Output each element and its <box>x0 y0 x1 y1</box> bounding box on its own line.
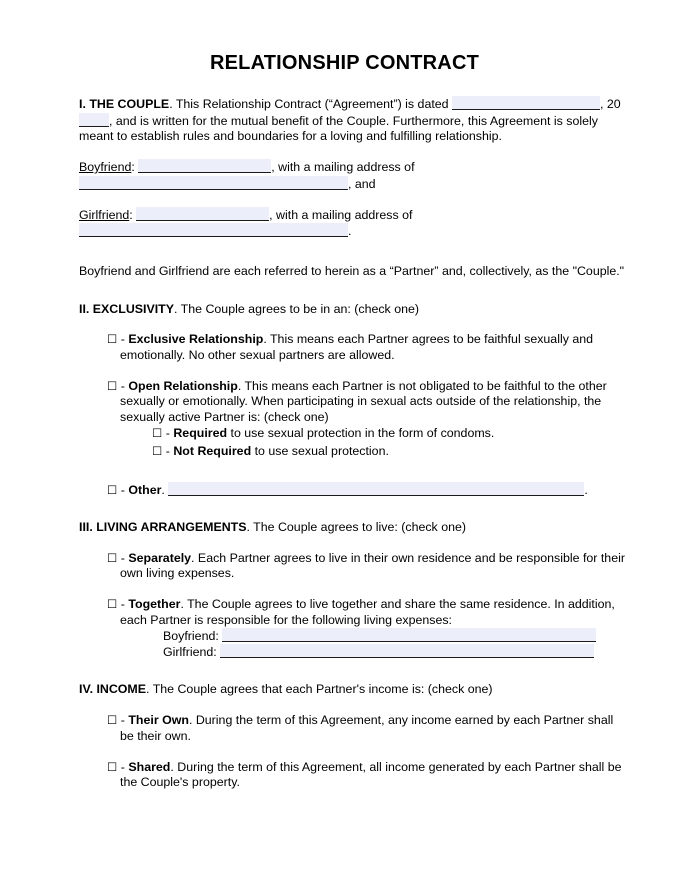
option-title: Together <box>128 597 181 612</box>
section-exclusivity <box>79 302 629 318</box>
option-dash: - <box>120 759 125 774</box>
option-body: . During the term of this Agreement, any income earned by each Partner shall be their own. <box>120 713 614 743</box>
checkbox-icon[interactable]: ☐ <box>107 550 118 565</box>
girlfriend-colon: : <box>129 207 133 222</box>
option-live-together[interactable] <box>79 597 629 628</box>
section-3-lead-in: . The Couple agrees to live: (check one) <box>246 519 466 534</box>
partner-definition-paragraph: Boyfriend and Girlfriend are each referred to herein as a “Partner” and, collectively, as the "Couple." <box>79 263 625 278</box>
section-1-intro-b: , and is written for the mutual benefit of the Couple. Furthermore, this Agreement is solely meant to establish rules and boundaries for a loving and fulfilling relationship. <box>79 113 598 144</box>
date-year-prefix: , 20 <box>600 97 621 111</box>
section-the-couple <box>79 96 629 145</box>
checkbox-icon[interactable]: ☐ <box>152 443 163 458</box>
checkbox-icon[interactable]: ☐ <box>107 597 118 612</box>
option-title: Shared <box>128 759 171 774</box>
other-trailing-period: . <box>584 483 588 498</box>
option-title: Open Relationship <box>128 378 238 393</box>
section-2-label: II. EXCLUSIVITY <box>79 301 175 316</box>
option-title: Separately <box>128 550 192 565</box>
section-living-arrangements <box>79 520 629 536</box>
girlfriend-label: Girlfriend <box>79 207 130 222</box>
checkbox-icon[interactable]: ☐ <box>107 483 118 498</box>
suboption-body: to use sexual protection. <box>251 443 389 458</box>
girlfriend-expense-blank[interactable] <box>220 644 594 658</box>
suboption-protection-not-required[interactable] <box>79 444 629 460</box>
boyfriend-name-blank[interactable] <box>138 159 271 173</box>
option-income-their-own[interactable] <box>79 713 629 744</box>
option-body: . <box>161 483 165 498</box>
boyfriend-expense-blank[interactable] <box>222 628 596 642</box>
option-open-relationship[interactable] <box>79 379 629 426</box>
option-dash: - <box>120 713 125 728</box>
option-title: Other <box>128 483 162 498</box>
girlfriend-address-line <box>79 223 629 240</box>
option-income-shared[interactable] <box>79 760 629 791</box>
date-day-blank[interactable] <box>452 96 600 110</box>
option-title: Their Own <box>128 713 189 728</box>
boyfriend-and-text: , and <box>348 176 376 191</box>
expense-label: Girlfriend: <box>163 645 217 660</box>
option-dash: - <box>120 483 125 498</box>
suboption-title: Required <box>173 425 228 440</box>
option-body: . The Couple agrees to live together and share the same residence. In addition, each Partner is responsible for the following living expenses: <box>120 597 615 627</box>
other-detail-blank[interactable] <box>168 482 584 496</box>
section-3-label: III. LIVING ARRANGEMENTS <box>79 519 247 534</box>
date-year-blank[interactable] <box>79 113 109 127</box>
option-dash: - <box>120 332 125 347</box>
expense-label: Boyfriend: <box>163 629 219 644</box>
girlfriend-name-blank[interactable] <box>136 207 269 221</box>
option-dash: - <box>165 443 170 458</box>
section-1-intro-a: . This Relationship Contract (“Agreement”) is dated <box>169 97 452 111</box>
section-4-label: IV. INCOME <box>79 682 147 697</box>
section-income <box>79 682 629 698</box>
checkbox-icon[interactable]: ☐ <box>107 332 118 347</box>
option-exclusive-relationship[interactable] <box>79 332 629 363</box>
suboption-protection-required[interactable] <box>79 426 629 442</box>
girlfriend-party-line <box>79 207 629 224</box>
section-2-lead-in: . The Couple agrees to be in an: (check one) <box>174 301 419 316</box>
option-dash: - <box>120 597 125 612</box>
boyfriend-party-line <box>79 159 629 176</box>
girlfriend-period-text: . <box>348 224 352 239</box>
expense-row-girlfriend <box>79 644 629 660</box>
expense-row-boyfriend <box>79 628 629 644</box>
suboption-body: to use sexual protection in the form of condoms. <box>227 425 495 440</box>
page-title: RELATIONSHIP CONTRACT <box>209 52 479 74</box>
suboption-title: Not Required <box>173 443 252 458</box>
boyfriend-address-blank[interactable] <box>79 176 348 190</box>
option-live-separately[interactable] <box>79 551 629 582</box>
checkbox-icon[interactable]: ☐ <box>152 425 163 440</box>
option-body: . This means each Partner agrees to be faithful sexually and emotionally. No other sexual partners are allowed. <box>120 332 594 363</box>
option-body: . This means each Partner is not obligated to be faithful to the other sexually or emotionally. When participating in sexual acts outside of the relationship, the sexually active Partner is: (check one) <box>120 378 607 425</box>
option-dash: - <box>120 550 125 565</box>
section-4-lead-in: . The Couple agrees that each Partner's income is: (check one) <box>146 682 493 697</box>
option-body: . During the term of this Agreement, all income generated by each Partner shall be the Couple's property. <box>120 759 622 790</box>
option-dash: - <box>120 378 125 393</box>
girlfriend-address-blank[interactable] <box>79 223 348 237</box>
section-1-label: I. THE COUPLE <box>79 97 170 111</box>
option-body: . Each Partner agrees to live in their own residence and be responsible for their own living expenses. <box>120 550 625 581</box>
checkbox-icon[interactable]: ☐ <box>107 713 118 728</box>
checkbox-icon[interactable]: ☐ <box>107 378 118 393</box>
boyfriend-label: Boyfriend <box>79 160 132 175</box>
boyfriend-address-text: , with a mailing address of <box>271 160 415 175</box>
option-other[interactable] <box>79 482 629 499</box>
boyfriend-colon: : <box>131 160 135 175</box>
boyfriend-address-line <box>79 176 629 193</box>
girlfriend-address-text: , with a mailing address of <box>269 207 413 222</box>
option-dash: - <box>165 425 170 440</box>
option-title: Exclusive Relationship <box>128 332 264 347</box>
checkbox-icon[interactable]: ☐ <box>107 759 118 774</box>
